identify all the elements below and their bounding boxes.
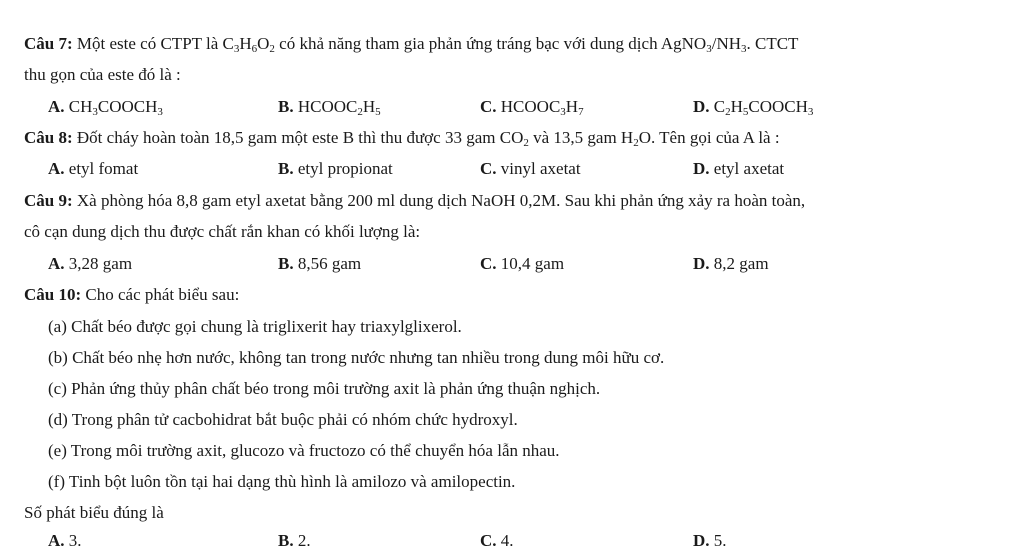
q10-label: Câu 10:: [24, 285, 82, 304]
q10-statement-e: (e) Trong môi trường axit, glucozo và fructozo có thể chuyển hóa lẫn nhau.: [48, 441, 560, 460]
q9-stem-line2: cô cạn dung dịch thu được chất rắn khan có khối lượng là:: [24, 222, 421, 241]
q10-statement-c: (c) Phản ứng thủy phân chất béo trong môi trường axit là phản ứng thuận nghịch.: [48, 379, 601, 398]
q10-text: Cho các phát biểu sau:: [85, 285, 240, 304]
q7-text: Một este có CTPT là $C_3H_6O_2$ có khả năng tham gia phản ứng tráng bạc với dung dịch $AgNO_3/NH_3$. CTCT: [76, 34, 799, 55]
q9-option-d: D. 8,2 gam: [693, 254, 769, 273]
q7-stem: [24, 34, 798, 54]
q8-text: Đốt cháy hoàn toàn 18,5 gam một este B thì thu được 33 gam $CO_2$ và 13,5 gam $H_2O$. Tên gọi của A là :: [76, 128, 780, 149]
q10-option-d: D. 5.: [693, 531, 727, 550]
q9-option-b: B. 8,56 gam: [278, 254, 362, 273]
q10-option-c: C. 4.: [480, 531, 514, 550]
q8-options: [48, 159, 1008, 183]
q7-label: Câu 7:: [24, 34, 73, 53]
q10-options: [48, 531, 1008, 555]
q10-option-a: A. 3.: [48, 531, 82, 550]
q9-stem: [24, 191, 805, 211]
q10-summary: Số phát biểu đúng là: [24, 503, 164, 522]
q10-option-b: B. 2.: [278, 531, 311, 550]
q8-label: Câu 8:: [24, 128, 73, 147]
q8-option-d: D. etyl axetat: [693, 159, 785, 178]
q8-option-a: A. etyl fomat: [48, 159, 139, 178]
q7-option-b: B. $HCOOC_2H_5$: [278, 97, 381, 118]
q9-label: Câu 9:: [24, 191, 73, 210]
q9-option-c: C. 10,4 gam: [480, 254, 565, 273]
q10-stem: [24, 285, 239, 305]
q7-option-a: A. $CH_3COOCH_3$: [48, 97, 163, 118]
q7-option-d: D. $C_2H_5COOCH_3$: [693, 97, 814, 118]
q9-option-a: A. 3,28 gam: [48, 254, 133, 273]
q8-option-b: B. etyl propionat: [278, 159, 393, 178]
q7-options: [48, 97, 1008, 121]
q9-text: Xà phòng hóa 8,8 gam etyl axetat bằng 200 ml dung dịch NaOH 0,2M. Sau khi phản ứng xảy ra hoàn toàn,: [76, 191, 806, 210]
q10-statement-b: (b) Chất béo nhẹ hơn nước, không tan trong nước nhưng tan nhiều trong dung môi hữu cơ.: [48, 348, 665, 367]
q10-statement-d: (d) Trong phân tử cacbohidrat bắt buộc phải có nhóm chức hydroxyl.: [48, 410, 518, 429]
q9-options: [48, 254, 1008, 278]
q10-statement-f: (f) Tinh bột luôn tồn tại hai dạng thù hình là amilozo và amilopectin.: [48, 472, 516, 491]
q8-option-c: C. vinyl axetat: [480, 159, 581, 178]
q7-option-c: C. $HCOOC_3H_7$: [480, 97, 584, 118]
q8-stem: [24, 128, 780, 148]
q10-statement-a: (a) Chất béo được gọi chung là triglixerit hay triaxylglixerol.: [48, 317, 462, 336]
q7-stem-line2: thu gọn của este đó là :: [24, 65, 181, 84]
